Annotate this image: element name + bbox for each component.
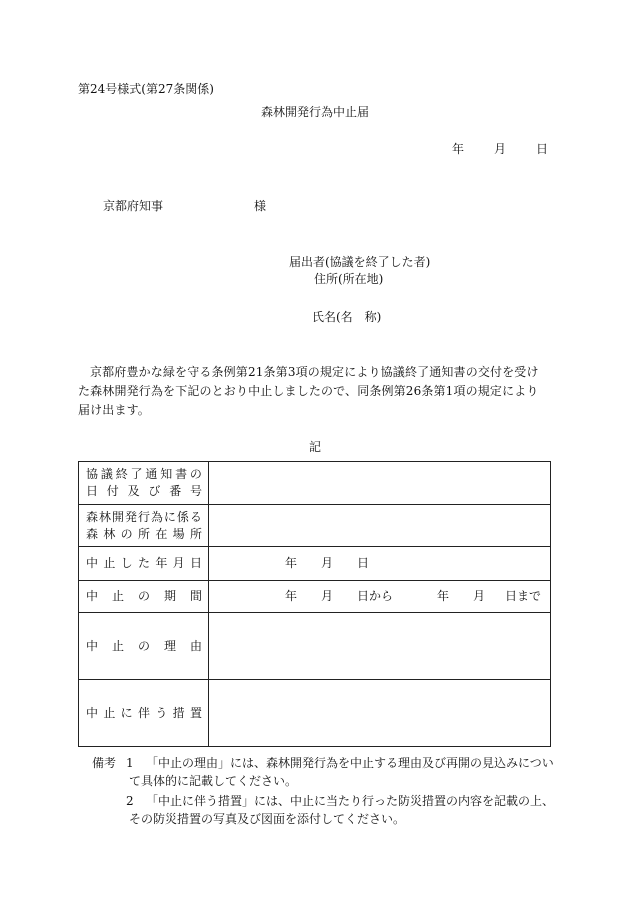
record-table [78, 461, 551, 747]
row-label-stop-period [79, 581, 209, 613]
remark-2-line-2: その防災措置の写真及び図面を添付してください。 [129, 812, 406, 826]
stop-date-value-cell[interactable] [209, 547, 551, 581]
table-row [79, 613, 551, 680]
row-label-line [86, 555, 202, 572]
row-label-line [86, 509, 202, 526]
label-char: 在 [155, 526, 168, 541]
applicant-name-label: 氏名(名 称) [312, 310, 382, 324]
label-char: 止 [103, 705, 116, 720]
label-char: 年 [155, 556, 168, 570]
form-title: 森林開発行為中止届 [260, 105, 369, 119]
label-char: 由 [189, 638, 202, 653]
stop-reason-value-cell[interactable] [209, 613, 551, 680]
label-char: う [155, 705, 168, 720]
label-char: の [120, 526, 133, 541]
table-row [79, 581, 551, 613]
row-label-stop-date [79, 547, 209, 581]
form-number: 第24号様式(第27条関係) [78, 82, 214, 96]
label-char: の [189, 467, 202, 481]
date-day-label: 日 [536, 142, 549, 156]
row-label-agreement-notice [79, 462, 209, 505]
label-char: 間 [189, 589, 202, 603]
remark-1-line-1: 「中止の理由」には、森林開発行為を中止する理由及び再開の見込みについ [146, 756, 554, 770]
label-char: 森 [86, 509, 99, 524]
label-char: し [120, 556, 133, 570]
label-char: に [163, 509, 176, 524]
label-char: 所 [137, 526, 150, 541]
label-char: の [137, 589, 150, 603]
label-char: 日 [189, 556, 202, 570]
label-char: 置 [189, 705, 202, 720]
label-char: 森 [86, 526, 99, 541]
submission-date-line [452, 143, 548, 155]
stop-date-month-label: 月 [321, 555, 334, 570]
period-start-year-label: 年 [285, 588, 298, 603]
label-char: 議 [100, 467, 113, 481]
label-char: 通 [145, 467, 158, 481]
row-label-line [86, 483, 202, 500]
period-start-month-label: 月 [321, 588, 334, 603]
label-char: 書 [175, 467, 188, 481]
applicant-address-label: 住所(所在地) [314, 272, 384, 286]
label-char: 発 [124, 509, 137, 524]
addressee-honorific: 様 [254, 199, 267, 213]
agreement-notice-value-cell[interactable] [209, 462, 551, 505]
row-label-line [86, 526, 202, 543]
addressee-name: 京都府知事 [103, 199, 164, 213]
label-char: 中 [86, 638, 99, 653]
label-char: 行 [137, 509, 150, 524]
label-char: 協 [86, 467, 99, 481]
label-char: の [137, 638, 150, 653]
label-char: 中 [86, 705, 99, 720]
row-label-forest-location [79, 505, 209, 547]
label-char: 止 [103, 556, 116, 570]
label-char: 中 [86, 589, 99, 603]
label-char: た [137, 556, 150, 570]
date-month-label: 月 [494, 142, 507, 156]
label-char: る [189, 509, 202, 524]
notification-body-text: 京都府豊かな緑を守る条例第21条第3項の規定により協議終了通知書の交付を受けた森林開発行為を下記のとおり中止しましたので、同条例第26条第1項の規定により届け出ます。 [78, 365, 539, 417]
label-char: 林 [103, 526, 116, 541]
label-char: び [148, 484, 161, 498]
label-char: 知 [160, 467, 173, 481]
label-char: 期 [163, 589, 176, 603]
label-char: 理 [163, 638, 176, 653]
label-char: 付 [106, 484, 119, 498]
label-char: 林 [98, 509, 111, 524]
stop-date-day-label: 日 [357, 555, 370, 570]
stop-period-value-cell[interactable] [209, 581, 551, 613]
label-char: 中 [86, 556, 99, 570]
applicant-label: 届出者(協議を終了した者) [289, 255, 431, 269]
remark-2-number: 2 [126, 794, 134, 808]
label-char: 開 [111, 509, 124, 524]
remark-2-line-1: 「中止に伴う措置」には、中止に当たり行った防災措置の内容を記載の上、 [146, 794, 555, 808]
forest-location-value-cell[interactable] [209, 505, 551, 547]
label-char: 番 [169, 484, 182, 498]
label-char: 措 [172, 705, 185, 720]
row-label-line [86, 705, 202, 722]
label-char: 了 [130, 467, 143, 481]
period-end-month-label: 月 [473, 588, 486, 603]
period-end-day-label: 日まで [505, 588, 542, 603]
ki-heading: 記 [308, 440, 321, 454]
label-char: 係 [176, 509, 189, 524]
row-label-stop-measures [79, 680, 209, 747]
remark-1-line-2: て具体的に記載してください。 [129, 774, 298, 788]
remarks-label: 備考 [92, 756, 117, 770]
label-char: 止 [111, 589, 124, 603]
table-row [79, 505, 551, 547]
label-char: 及 [127, 484, 140, 498]
row-label-line [86, 638, 202, 655]
table-row [79, 462, 551, 505]
label-char: 日 [86, 484, 99, 498]
table-row [79, 680, 551, 747]
label-char: 終 [115, 467, 128, 481]
stop-date-year-label: 年 [285, 555, 298, 570]
period-start-day-label: 日から [357, 588, 394, 603]
label-char: 場 [172, 526, 185, 541]
date-year-label: 年 [452, 142, 465, 156]
label-char: 号 [189, 484, 202, 498]
label-char: 為 [150, 509, 163, 524]
label-char: に [120, 705, 133, 720]
row-label-line [86, 466, 202, 483]
row-label-stop-reason [79, 613, 209, 680]
label-char: 伴 [137, 705, 150, 720]
table-row [79, 547, 551, 581]
row-label-line [86, 588, 202, 605]
remark-1-number: 1 [126, 756, 134, 770]
label-char: 所 [189, 526, 202, 541]
period-end-year-label: 年 [437, 588, 450, 603]
stop-measures-value-cell[interactable] [209, 680, 551, 747]
label-char: 止 [111, 638, 124, 653]
label-char: 月 [172, 556, 185, 570]
